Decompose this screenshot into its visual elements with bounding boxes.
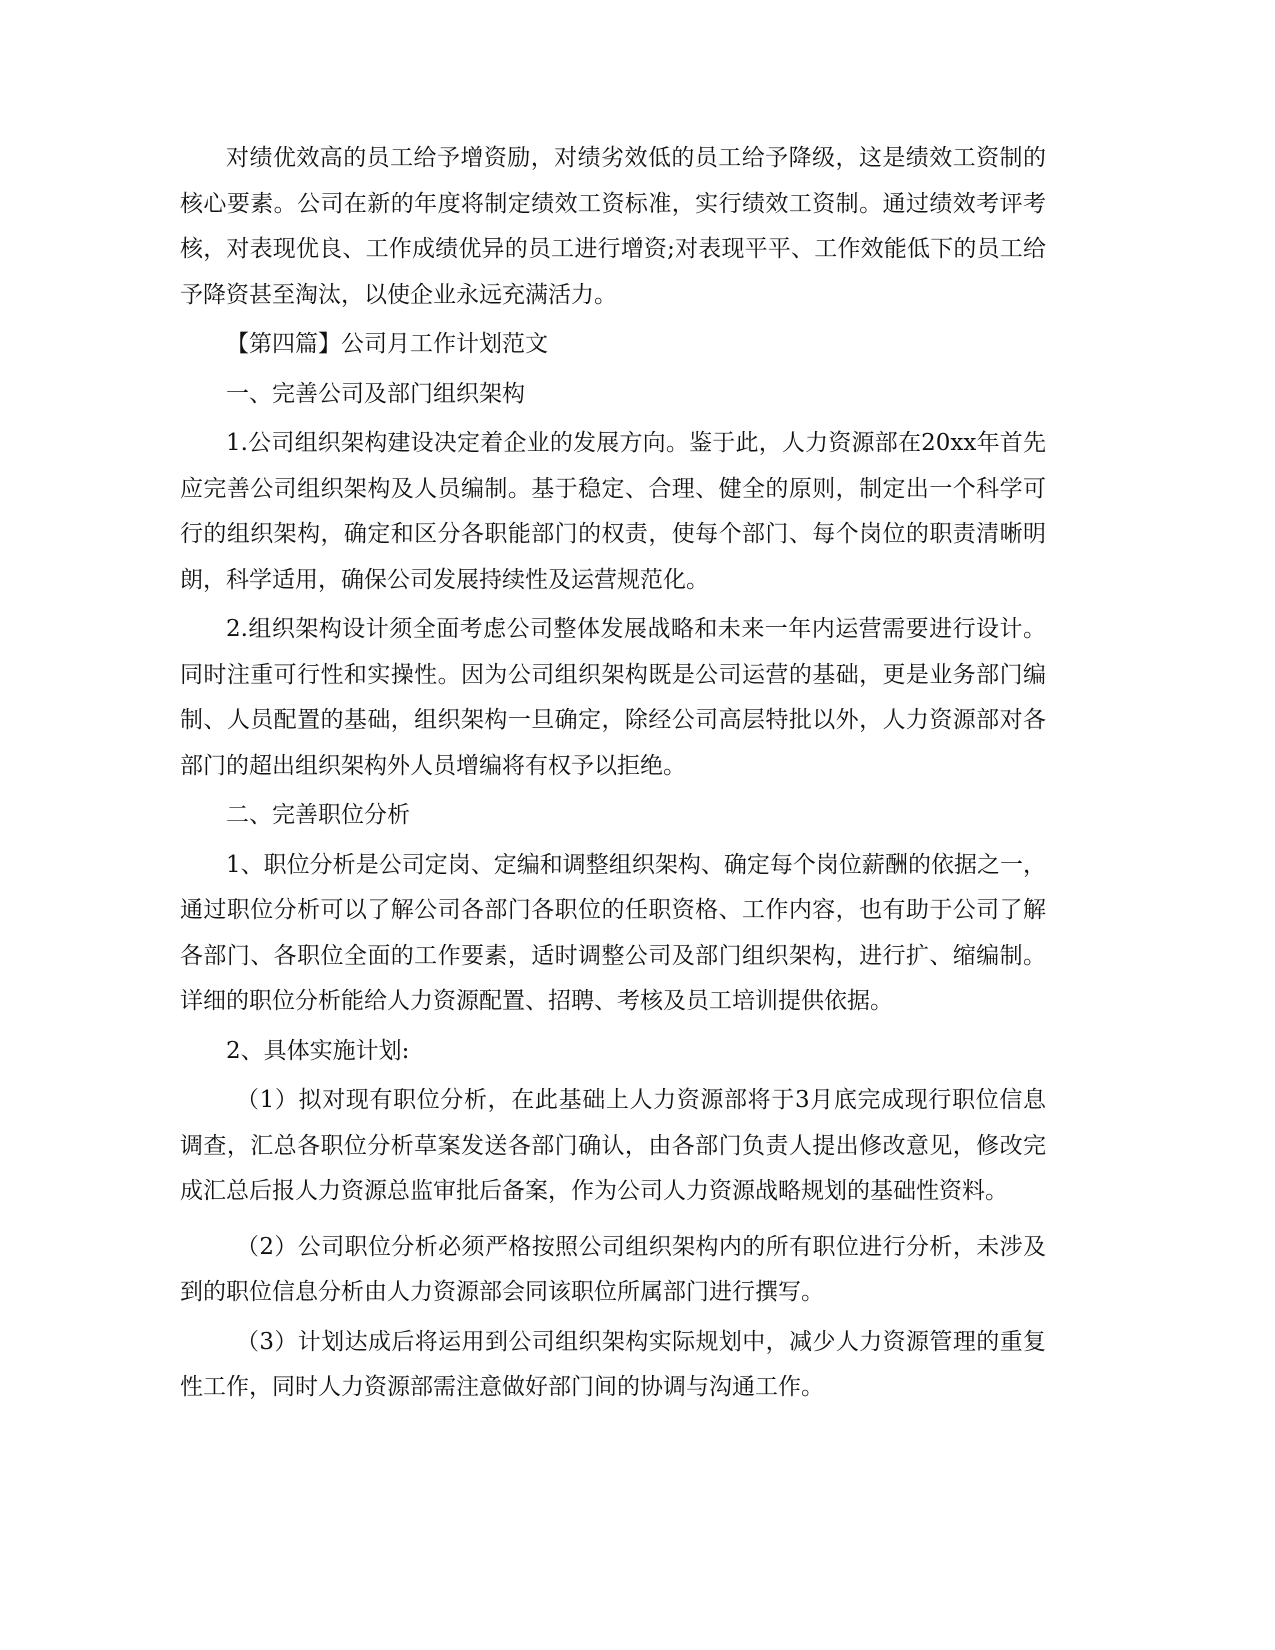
paragraph-job-analysis-1: 1、职位分析是公司定岗、定编和调整组织架构、确定每个岗位薪酬的依据之一，通过职位分析可以了解公司各部门各职位的任职资格、工作内容，也有助于公司了解各部门、各职位全面的工作要素，适时调整公司及部门组织架构，进行扩、缩编制。详细的职位分析能给人力资源配置、招聘、考核及员工培训提供依据。 bbox=[180, 851, 1046, 1014]
paragraph-org-structure-2: 2.组织架构设计须全面考虑公司整体发展战略和未来一年内运营需要进行设计。同时注重可行性和实操性。因为公司组织架构既是公司运营的基础，更是业务部门编制、人员配置的基础，组织架构一旦确定，除经公司高层特批以外，人力资源部对各部门的超出组织架构外人员增编将有权予以拒绝。 bbox=[180, 616, 1046, 779]
paragraph-performance-pay: 对绩优效高的员工给予增资励，对绩劣效低的员工给予降级，这是绩效工资制的核心要素。公司在新的年度将制定绩效工资标准，实行绩效工资制。通过绩效考评考核，对表现优良、工作成绩优异的员工进行增资;对表现平平、工作效能低下的员工给予降资甚至淘汰，以使企业永远充满活力。 bbox=[180, 145, 1046, 308]
section-title-part-four: 【第四篇】公司月工作计划范文 bbox=[226, 331, 548, 357]
paragraph-plan-item-1: （1）拟对现有职位分析，在此基础上人力资源部将于3月底完成现行职位信息调查，汇总各职位分析草案发送各部门确认，由各部门负责人提出修改意见，修改完成汇总后报人力资源总监审批后备案，作为公司人力资源战略规划的基础性资料。 bbox=[180, 1087, 1046, 1204]
heading-improve-org-structure: 一、完善公司及部门组织架构 bbox=[226, 380, 525, 407]
paragraph-plan-item-3: （3）计划达成后将运用到公司组织架构实际规划中，减少人力资源管理的重复性工作，同时人力资源部需注意做好部门间的协调与沟通工作。 bbox=[180, 1328, 1046, 1400]
heading-implementation-plan: 2、具体实施计划: bbox=[226, 1037, 410, 1064]
document-page bbox=[180, 136, 1046, 1415]
paragraph-org-structure-1: 1.公司组织架构建设决定着企业的发展方向。鉴于此，人力资源部在20xx年首先应完善公司组织架构及人员编制。基于稳定、合理、健全的原则，制定出一个科学可行的组织架构，确定和区分各职能部门的权责，使每个部门、每个岗位的职责清晰明朗，科学适用，确保公司发展持续性及运营规范化。 bbox=[180, 430, 1046, 593]
paragraph-plan-item-2: （2）公司职位分析必须严格按照公司组织架构内的所有职位进行分析，未涉及到的职位信息分析由人力资源部会同该职位所属部门进行撰写。 bbox=[180, 1233, 1046, 1305]
heading-job-analysis: 二、完善职位分析 bbox=[226, 802, 410, 828]
